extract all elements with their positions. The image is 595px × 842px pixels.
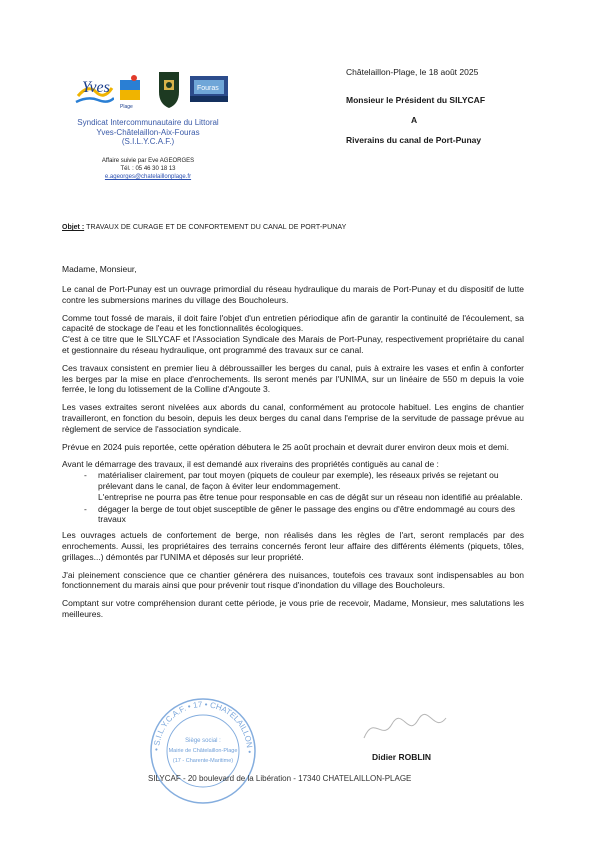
fouras-logo: [188, 66, 230, 112]
contact-block: [68, 157, 228, 181]
request-list: [62, 470, 524, 525]
plage-logo: [118, 66, 142, 112]
paragraph-4: Les vases extraites seront nivelées aux abords du canal, conformément au protocole habituel. Les engins de chantier travailleront, en fonction du besoin, depuis les deux berges du canal dans l'emprise de la servitude de passage prévue au règlement de service de l'association syndicale.: [62, 402, 524, 434]
list-item-2-text: dégager la berge de tout objet susceptible de gêner le passage des engins ou d'être endommagé au cours des travaux: [98, 503, 515, 525]
partner-logos: [74, 66, 232, 114]
list-item-1-note: L'entreprise ne pourra pas être tenue pour responsable en cas de dégât sur un réseau non identifié au préalable.: [98, 491, 523, 502]
paragraph-8: J'ai pleinement conscience que ce chantier générera des nuisances, toutefois ces travaux sont indispensables au bon fonctionnement du marais ainsi que pour prévenir tout risque d'inondation du village des Boucholeurs.: [62, 569, 524, 591]
list-item: [84, 504, 524, 526]
paragraph-5: Prévue en 2024 puis reportée, cette opération débutera le 25 août prochain et devrait durer environ deux mois et demi.: [62, 441, 510, 452]
stamp-line1: Siège social :: [185, 738, 221, 744]
list-item-1-text: matérialiser clairement, par tout moyen (piquets de couleur par exemple), les réseaux privés se rejetant ou prélevant dans le canal, de façon à éviter leur endommagement.: [98, 470, 499, 491]
paragraph-9: Comptant sur votre compréhension durant cette période, je vous prie de recevoir, Madame, Monsieur, mes salutations les meilleures.: [62, 598, 524, 619]
official-stamp: [148, 696, 258, 806]
organization-name: [68, 118, 228, 147]
yves-logo: [74, 66, 114, 112]
paragraph-6: Avant le démarrage des travaux, il est demandé aux riverains des propriétés contiguës au canal de :: [62, 459, 439, 470]
org-name-line3: (S.I.L.Y.C.A.F.): [121, 137, 175, 146]
phone-line: Tél. : 05 46 30 18 13: [120, 166, 176, 172]
shield-logo: [156, 66, 182, 112]
place-date: Châtelaillon-Plage, le 18 août 2025: [346, 67, 479, 77]
affaire-line: Affaire suivie par Eve AGEORGES: [101, 158, 195, 164]
subject-label: Objet :: [62, 224, 85, 231]
paragraph-2b: C'est à ce titre que le SILYCAF et l'Association Syndicale des Marais de Port-Punay, respectivement propriétaire du canal et gestionnaire du réseau hydraulique, ont programmé des travaux sur ce canal.: [62, 334, 524, 355]
list-item: [84, 470, 524, 502]
stamp-line3: (17 - Charente-Maritime): [172, 758, 234, 764]
stamp-line2: Mairie de Châtelaillon-Plage: [168, 748, 238, 754]
letter-body: [62, 284, 524, 627]
yves-logo-letter: Yves: [82, 79, 110, 96]
plage-logo-text: Plage: [120, 104, 133, 110]
paragraph-7: Les ouvrages actuels de confortement de berge, non réalisés dans les règles de l'art, seront remplacés par des enrochements. Aussi, les propriétaires des terrains concernés feront leur affaire des différents éléments (piquets, tôles, grillages...) démontés par l'UNIMA et déposés sur leur propriété.: [62, 530, 524, 562]
signature-scribble: [360, 708, 450, 748]
stamp-ring-text: • S.I.L.Y.C.A.F. • 17 • CHATELAILLON •: [151, 699, 255, 754]
footer-address: SILYCAF - 20 boulevard de la Libération - 17340 CHATELAILLON-PLAGE: [148, 774, 412, 783]
paragraph-1: Le canal de Port-Punay est un ouvrage primordial du réseau hydraulique du marais de Port-Punay et du dispositif de lutte contre les submersions marines du village des Boucholeurs.: [62, 284, 524, 305]
subject-text: TRAVAUX DE CURAGE ET DE CONFORTEMENT DU CANAL DE PORT-PUNAY: [86, 224, 347, 231]
org-name-line2: Yves-Châtelaillon-Aix-Fouras: [96, 127, 200, 137]
email-link[interactable]: e.ageorges@chatelaillonplage.fr: [104, 174, 192, 180]
subject-line: [62, 224, 346, 231]
paragraph-3: Ces travaux consistent en premier lieu à débroussailler les berges du canal, puis à extraire les vases et enfin à conforter les berges par la mise en place d'enrochements. Ils seront menés par l'UNIMA, sur un linéaire de 550 m depuis la voie ferrée, le long du lotissement de la Colline d'Angoute 3.: [62, 362, 524, 395]
org-name-line1: Syndicat Intercommunautaire du Littoral: [77, 118, 219, 127]
salutation: Madame, Monsieur,: [62, 264, 137, 274]
signatory-name: Didier ROBLIN: [372, 752, 432, 762]
recipient-line2: Riverains du canal de Port-Punay: [346, 135, 482, 145]
paragraph-2: Comme tout fossé de marais, il doit faire l'objet d'un entretien périodique afin de garantir la continuité de l'écoulement, sa capacité de stockage de l'eau et les fonctionnalités écologiques.: [62, 312, 524, 334]
recipient-line1: Monsieur le Président du SILYCAF: [346, 95, 486, 105]
fouras-logo-text: Fouras: [197, 85, 219, 92]
recipient-a: A: [411, 115, 418, 125]
